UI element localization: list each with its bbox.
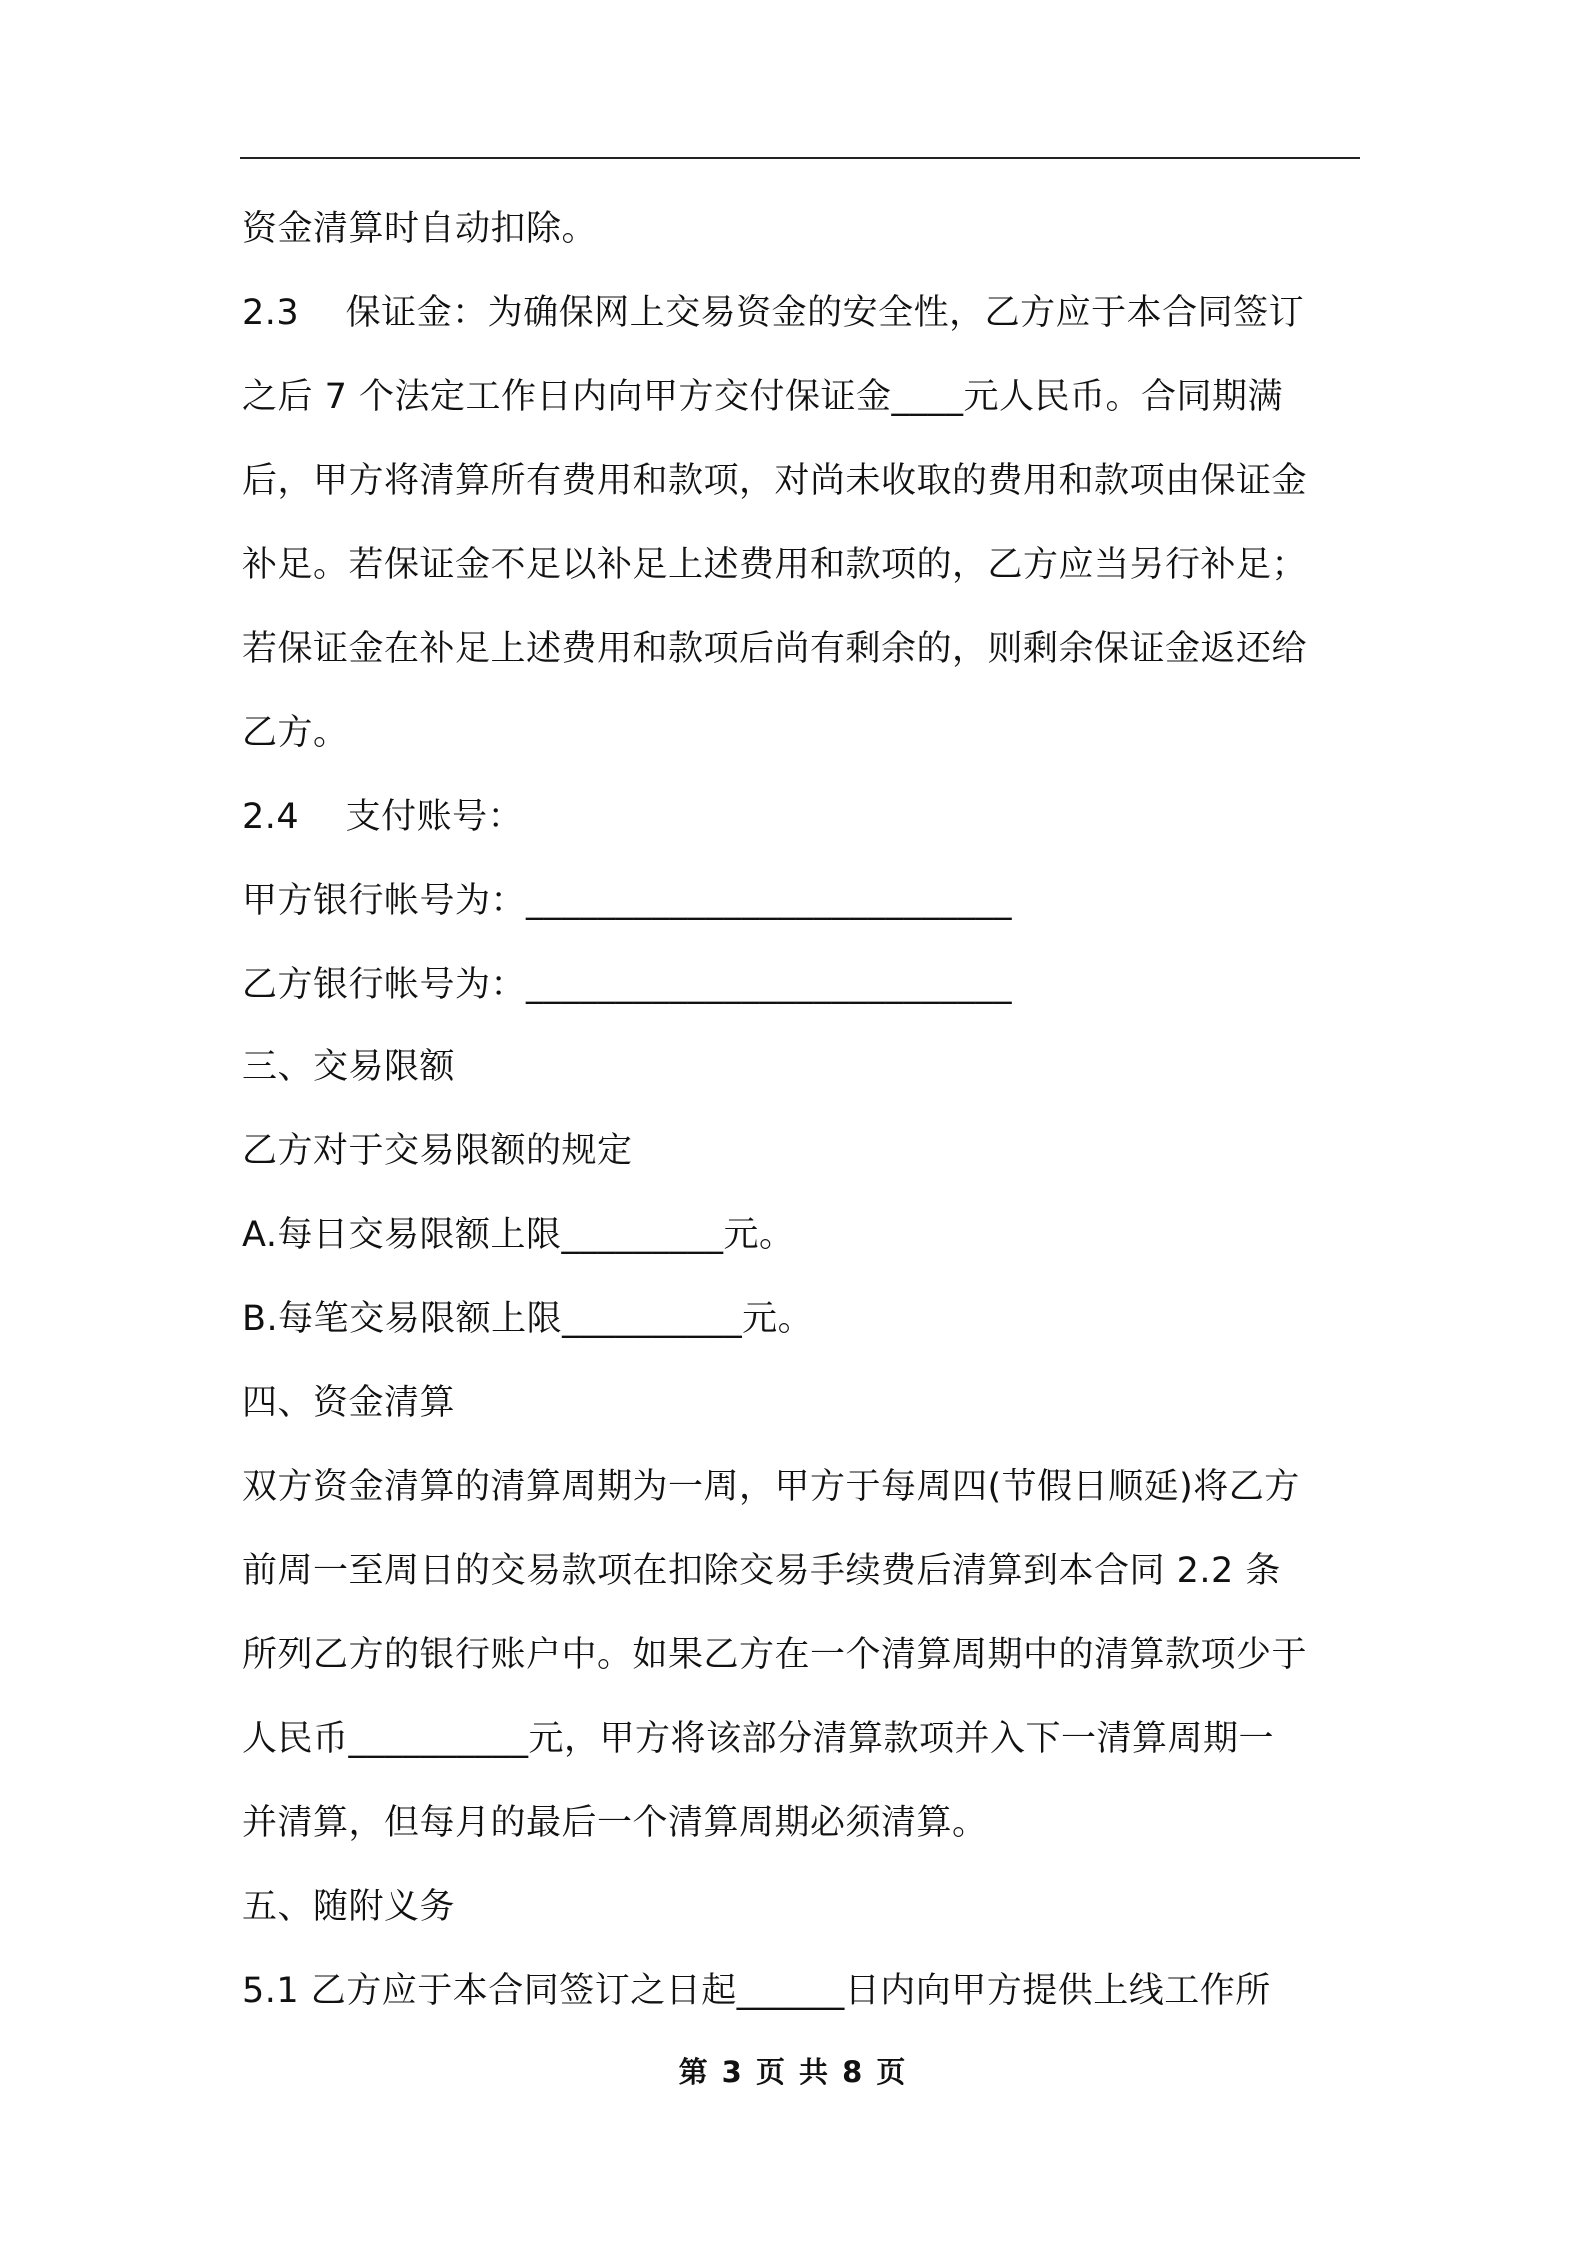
text-line-3: 之后 7 个法定工作日内向甲方交付保证金____元人民币。合同期满 [242, 377, 1284, 417]
text-line-2: 2.3 保证金：为确保网上交易资金的安全性，乙方应于本合同签订 [242, 293, 1305, 333]
text-line-9: 甲方银行帐号为：___________________________ [242, 881, 1013, 921]
text-line-1: 资金清算时自动扣除。 [242, 209, 598, 249]
text-line-14: B.每笔交易限额上限__________元。 [242, 1299, 814, 1339]
header-rule [240, 157, 1360, 159]
section-heading-5: 五、随附义务 [242, 1887, 456, 1927]
text-line-12: 乙方对于交易限额的规定 [242, 1131, 633, 1171]
text-line-10: 乙方银行帐号为：___________________________ [242, 965, 1013, 1005]
text-line-13: A.每日交易限额上限_________元。 [242, 1215, 795, 1255]
text-line-18: 所列乙方的银行账户中。如果乙方在一个清算周期中的清算款项少于 [242, 1635, 1308, 1675]
section-heading-4: 四、资金清算 [242, 1383, 456, 1423]
text-line-6: 若保证金在补足上述费用和款项后尚有剩余的，则剩余保证金返还给 [242, 629, 1308, 669]
text-line-22: 5.1 乙方应于本合同签订之日起______日内向甲方提供上线工作所 [242, 1971, 1271, 2011]
text-line-20: 并清算，但每月的最后一个清算周期必须清算。 [242, 1803, 988, 1843]
section-heading-3: 三、交易限额 [242, 1047, 456, 1087]
page-footer: 第 3 页 共 8 页 [678, 2055, 908, 2089]
text-line-7: 乙方。 [242, 713, 349, 753]
text-line-19: 人民币__________元，甲方将该部分清算款项并入下一清算周期一 [242, 1719, 1275, 1759]
text-line-4: 后，甲方将清算所有费用和款项，对尚未收取的费用和款项由保证金 [242, 461, 1308, 501]
text-line-17: 前周一至周日的交易款项在扣除交易手续费后清算到本合同 2.2 条 [242, 1551, 1281, 1591]
text-line-16: 双方资金清算的清算周期为一周，甲方于每周四(节假日顺延)将乙方 [242, 1467, 1300, 1507]
text-line-8: 2.4 支付账号： [242, 797, 524, 837]
text-line-5: 补足。若保证金不足以补足上述费用和款项的，乙方应当另行补足； [242, 545, 1308, 585]
